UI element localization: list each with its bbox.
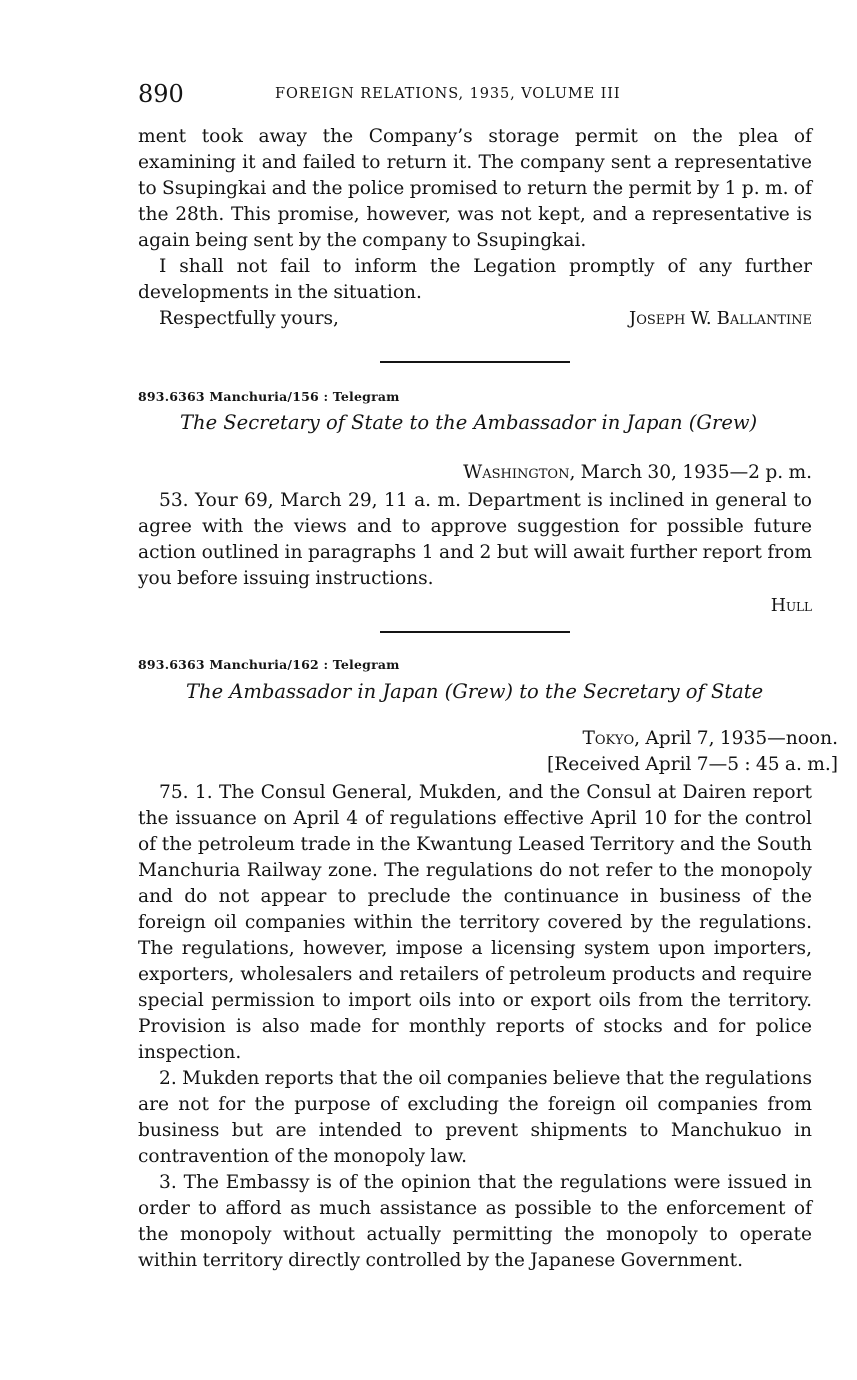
telegram-paragraph: 2. Mukden reports that the oil companies believe that the regulations are not for the purpose of excluding the foreign oil companies from business but are intended to prevent shipments to Manchukuo in contravention of the monopoly law. (138, 1068, 812, 1167)
received-line: [Received April 7—5 : 45 a. m.] (547, 754, 838, 775)
previous-letter (138, 124, 812, 332)
file-number: 893.6363 Manchuria/162 : Telegram (138, 657, 400, 672)
page-number: 890 (138, 80, 184, 108)
signature: Hull (770, 596, 812, 616)
telegram-paragraph: 75. 1. The Consul General, Mukden, and the Consul at Dairen report the issuance on April 4 of regulations effective April 10 for the control of the petroleum trade in the Kwantung Leased Territory and the South Manchuria Railway zone. The regulations do not refer to the monopoly and do not appear to preclude the continuance in business of the foreign oil companies within the territory covered by the regulations. The regulations, however, impose a licensing system upon importers, exporters, wholesalers and retailers of petroleum products and require special permission to import oils into or export oils from the territory. Provision is also made for monthly reports of stocks and for police inspection. (138, 782, 812, 1063)
telegram-body (138, 780, 812, 1274)
section-divider (380, 361, 570, 363)
telegram-paragraph: 53. Your 69, March 29, 11 a. m. Department is inclined in general to agree with the views and to approve suggestion for possible future action outlined in paragraphs 1 and 2 but will await further report from you before issuing instructions. (138, 490, 812, 589)
closing-line (138, 306, 812, 332)
signature: Joseph W. Ballantine (629, 308, 812, 329)
document-title: The Ambassador in Japan (Grew) to the Secretary of State (186, 680, 764, 703)
dateline (138, 460, 812, 486)
section-divider (380, 631, 570, 633)
dateline (138, 726, 838, 752)
previous-letter-paragraph: ment took away the Company’s storage permit on the plea of examining it and failed to return it. The company sent a representative to Ssupingkai and the police promised to return the permit by 1 p. m. of the 28th. This promise, however, was not kept, and a representative is again being sent by the company to Ssupingkai. (138, 126, 812, 251)
dateline-place: Washington (463, 462, 570, 483)
dateline-date: , March 30, 1935—2 p. m. (569, 462, 812, 483)
closing: Respectfully yours, (159, 308, 339, 329)
dateline-place: Tokyo (582, 728, 635, 749)
document-title: The Secretary of State to the Ambassador in Japan (Grew) (180, 411, 758, 434)
telegram-paragraph: 3. The Embassy is of the opinion that the regulations were issued in order to afford as much assistance as possible to the enforcement of the monopoly without actually permitting the monopoly to operate within territory directly controlled by the Japanese Government. (138, 1172, 812, 1271)
dateline-date: , April 7, 1935—noon. (634, 728, 838, 749)
running-head: FOREIGN RELATIONS, 1935, VOLUME III (275, 86, 621, 102)
previous-letter-paragraph: I shall not fail to inform the Legation promptly of any further developments in the situation. (138, 256, 812, 303)
telegram-body (138, 488, 812, 592)
file-number: 893.6363 Manchuria/156 : Telegram (138, 389, 400, 404)
